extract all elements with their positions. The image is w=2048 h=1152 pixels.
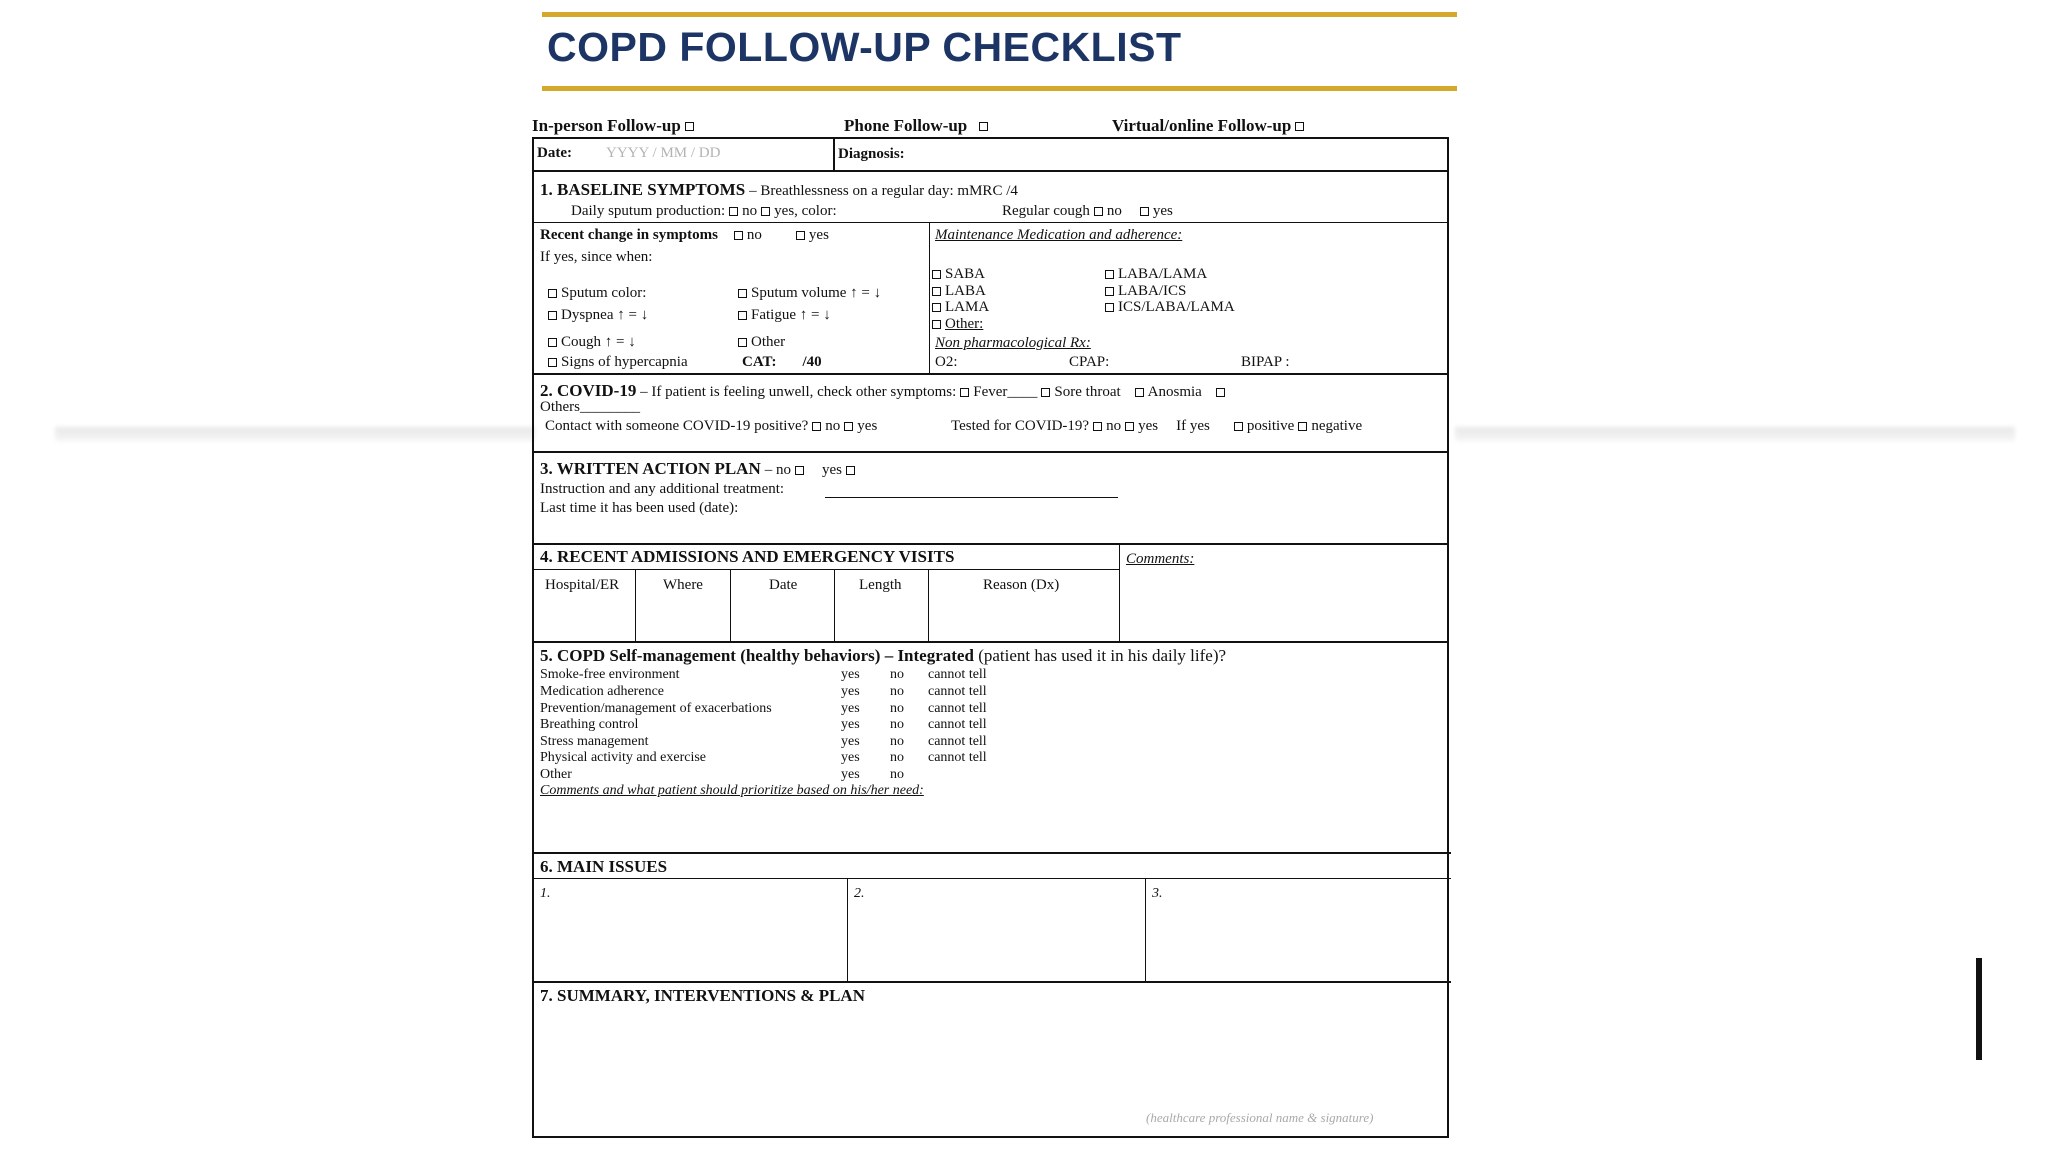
main-issue-2[interactable]: 2. [854,886,865,901]
s2-others[interactable]: Others________ [540,399,640,415]
row-divider-s5 [532,852,1451,854]
action-plan-yes-checkbox[interactable] [846,466,855,475]
s4-header-line [534,569,1119,570]
s6-divider-1 [847,878,848,982]
s2-line1: 2. COVID-19 – If patient is feeling unwell, check other symptoms: Fever____ Sore throat Anosmia [540,381,1229,401]
date-field[interactable]: YYYY / MM / DD [606,145,721,161]
ics-laba-lama-item[interactable]: ICS/LABA/LAMA [1101,299,1235,316]
row-divider-date [532,170,1449,172]
s5-no[interactable]: no [890,750,904,765]
s2-tested: Tested for COVID-19? no yes If yes positive negative [951,418,1363,434]
date-label: Date: [537,145,572,161]
lama-item[interactable]: LAMA [928,299,989,316]
main-issue-1[interactable]: 1. [540,886,551,901]
s5-cannot-tell[interactable]: cannot tell [928,717,987,732]
s4-col-date: Date [769,577,798,593]
bottom-gold-rule [542,86,1457,91]
s5-no[interactable]: no [890,701,904,716]
s4-heading: 4. RECENT ADMISSIONS AND EMERGENCY VISITS [540,547,955,566]
s5-yes[interactable]: yes [841,684,860,699]
contact-no-checkbox[interactable] [812,422,821,431]
positive-checkbox[interactable] [1234,422,1243,431]
s5-heading: 5. COPD Self-management (healthy behaviors) – Integrated (patient has used it in his daily life)? [540,646,1227,665]
laba-lama-item[interactable]: LABA/LAMA [1101,266,1207,283]
s1-recent-change: Recent change in symptoms no yes [540,227,829,243]
s5-row-label: Prevention/management of exacerbations [540,701,772,716]
s4-col-reason: Reason (Dx) [983,577,1060,593]
row-divider-s4 [532,641,1449,643]
row-divider-s1 [532,373,1449,375]
cough-item[interactable]: Cough ↑ = ↓ [544,334,636,351]
s1-heading: 1. BASELINE SYMPTOMS – Breathlessness on a regular day: mMRC /4 [540,180,1018,199]
phone-followup: Phone Follow-up [844,116,992,136]
other-medication-item[interactable]: Other: [928,316,983,333]
s5-cannot-tell[interactable]: cannot tell [928,667,987,682]
virtual-checkbox[interactable] [1295,122,1304,131]
sputum-yes-checkbox[interactable] [761,207,770,216]
sputum-volume-item[interactable]: Sputum volume ↑ = ↓ [734,285,881,302]
cough-yes-checkbox[interactable] [1140,207,1149,216]
recent-yes-checkbox[interactable] [796,231,805,240]
s5-cannot-tell[interactable]: cannot tell [928,701,987,716]
cat-score: CAT: /40 [742,354,822,370]
s5-no[interactable]: no [890,684,904,699]
sore-throat-checkbox[interactable] [1041,388,1050,397]
background-band-right [1455,427,2015,441]
s5-row-label: Other [540,767,572,782]
s5-comments: Comments and what patient should prioritize based on his/her need: [540,783,924,798]
s5-yes[interactable]: yes [841,767,860,782]
s1-if-yes: If yes, since when: [540,249,653,265]
s5-row-label: Smoke-free environment [540,667,680,682]
s4-comments-divider [1119,544,1120,642]
s5-cannot-tell[interactable]: cannot tell [928,734,987,749]
s3-last-time: Last time it has been used (date): [540,500,739,516]
row-divider-s2 [532,451,1449,453]
others-checkbox[interactable] [1216,388,1225,397]
sputum-no-checkbox[interactable] [729,207,738,216]
s5-row-label: Medication adherence [540,684,664,699]
tested-no-checkbox[interactable] [1093,422,1102,431]
s5-row-label: Breathing control [540,717,639,732]
s4-col-hospital: Hospital/ER [545,577,620,593]
contact-yes-checkbox[interactable] [844,422,853,431]
s6-header-line [534,878,1451,879]
s1-regular-cough-line: Regular cough no yes [1002,203,1173,219]
s4-col-divider-1 [635,569,636,642]
s5-yes[interactable]: yes [841,667,860,682]
background-band-left [55,427,535,441]
dyspnea-item[interactable]: Dyspnea ↑ = ↓ [544,307,648,324]
date-diagnosis-divider [833,137,835,170]
s5-yes[interactable]: yes [841,717,860,732]
s4-col-divider-2 [730,569,731,642]
s5-no[interactable]: no [890,667,904,682]
non-pharmacological-label: Non pharmacological Rx: [935,335,1091,351]
negative-checkbox[interactable] [1298,422,1307,431]
s4-col-length: Length [859,577,902,593]
s4-col-where: Where [663,577,703,593]
s4-comments: Comments: [1126,551,1195,567]
recent-no-checkbox[interactable] [734,231,743,240]
s1-inner-divider [534,222,1447,223]
s3-instruction: Instruction and any additional treatment: [540,481,785,497]
action-plan-no-checkbox[interactable] [795,466,804,475]
instruction-line[interactable] [825,497,1118,498]
signature-line[interactable]: (healthcare professional name & signature) [1146,1110,1374,1125]
in-person-checkbox[interactable] [685,122,694,131]
s5-yes[interactable]: yes [841,734,860,749]
s7-heading: 7. SUMMARY, INTERVENTIONS & PLAN [540,986,865,1005]
saba-item[interactable]: SABA [928,266,985,283]
laba-ics-item[interactable]: LABA/ICS [1101,283,1186,300]
laba-item[interactable]: LABA [928,283,986,300]
anosmia-checkbox[interactable] [1135,388,1144,397]
row-divider-s6 [532,981,1451,983]
fatigue-item[interactable]: Fatigue ↑ = ↓ [734,307,831,324]
in-person-followup: In-person Follow-up [532,116,698,136]
main-issue-3[interactable]: 3. [1152,886,1163,901]
s6-heading: 6. MAIN ISSUES [540,857,668,876]
scroll-indicator[interactable] [1976,958,1982,1060]
s5-row-label: Physical activity and exercise [540,750,706,765]
page-title: COPD FOLLOW-UP CHECKLIST [547,24,1182,70]
s4-col-divider-4 [928,569,929,642]
s5-row-label: Stress management [540,734,649,749]
s1-sputum-line: Daily sputum production: no yes, color: [571,203,837,219]
o2-field[interactable]: O2: [935,354,958,370]
s3-heading: 3. WRITTEN ACTION PLAN – no yes [540,459,859,479]
tested-yes-checkbox[interactable] [1125,422,1134,431]
sputum-color-item[interactable]: Sputum color: [544,285,646,302]
s5-yes[interactable]: yes [841,701,860,716]
s5-no[interactable]: no [890,734,904,749]
top-gold-rule [542,12,1457,17]
virtual-followup: Virtual/online Follow-up [1112,116,1308,136]
s5-no[interactable]: no [890,717,904,732]
cpap-field[interactable]: CPAP: [1069,354,1110,370]
s5-yes[interactable]: yes [841,750,860,765]
phone-checkbox[interactable] [979,122,988,131]
s4-col-divider-3 [834,569,835,642]
row-divider-s3 [532,543,1449,545]
s5-no[interactable]: no [890,767,904,782]
bipap-field[interactable]: BIPAP : [1241,354,1290,370]
fever-checkbox[interactable] [960,388,969,397]
s6-divider-2 [1145,878,1146,982]
maintenance-medication-label: Maintenance Medication and adherence: [935,227,1183,243]
diagnosis-label: Diagnosis: [838,146,905,162]
cough-no-checkbox[interactable] [1094,207,1103,216]
hypercapnia-item[interactable]: Signs of hypercapnia [544,354,688,371]
s5-cannot-tell[interactable]: cannot tell [928,750,987,765]
s5-cannot-tell[interactable]: cannot tell [928,684,987,699]
s2-contact: Contact with someone COVID-19 positive? no yes [545,418,878,434]
other-symptom-item[interactable]: Other [734,334,785,351]
